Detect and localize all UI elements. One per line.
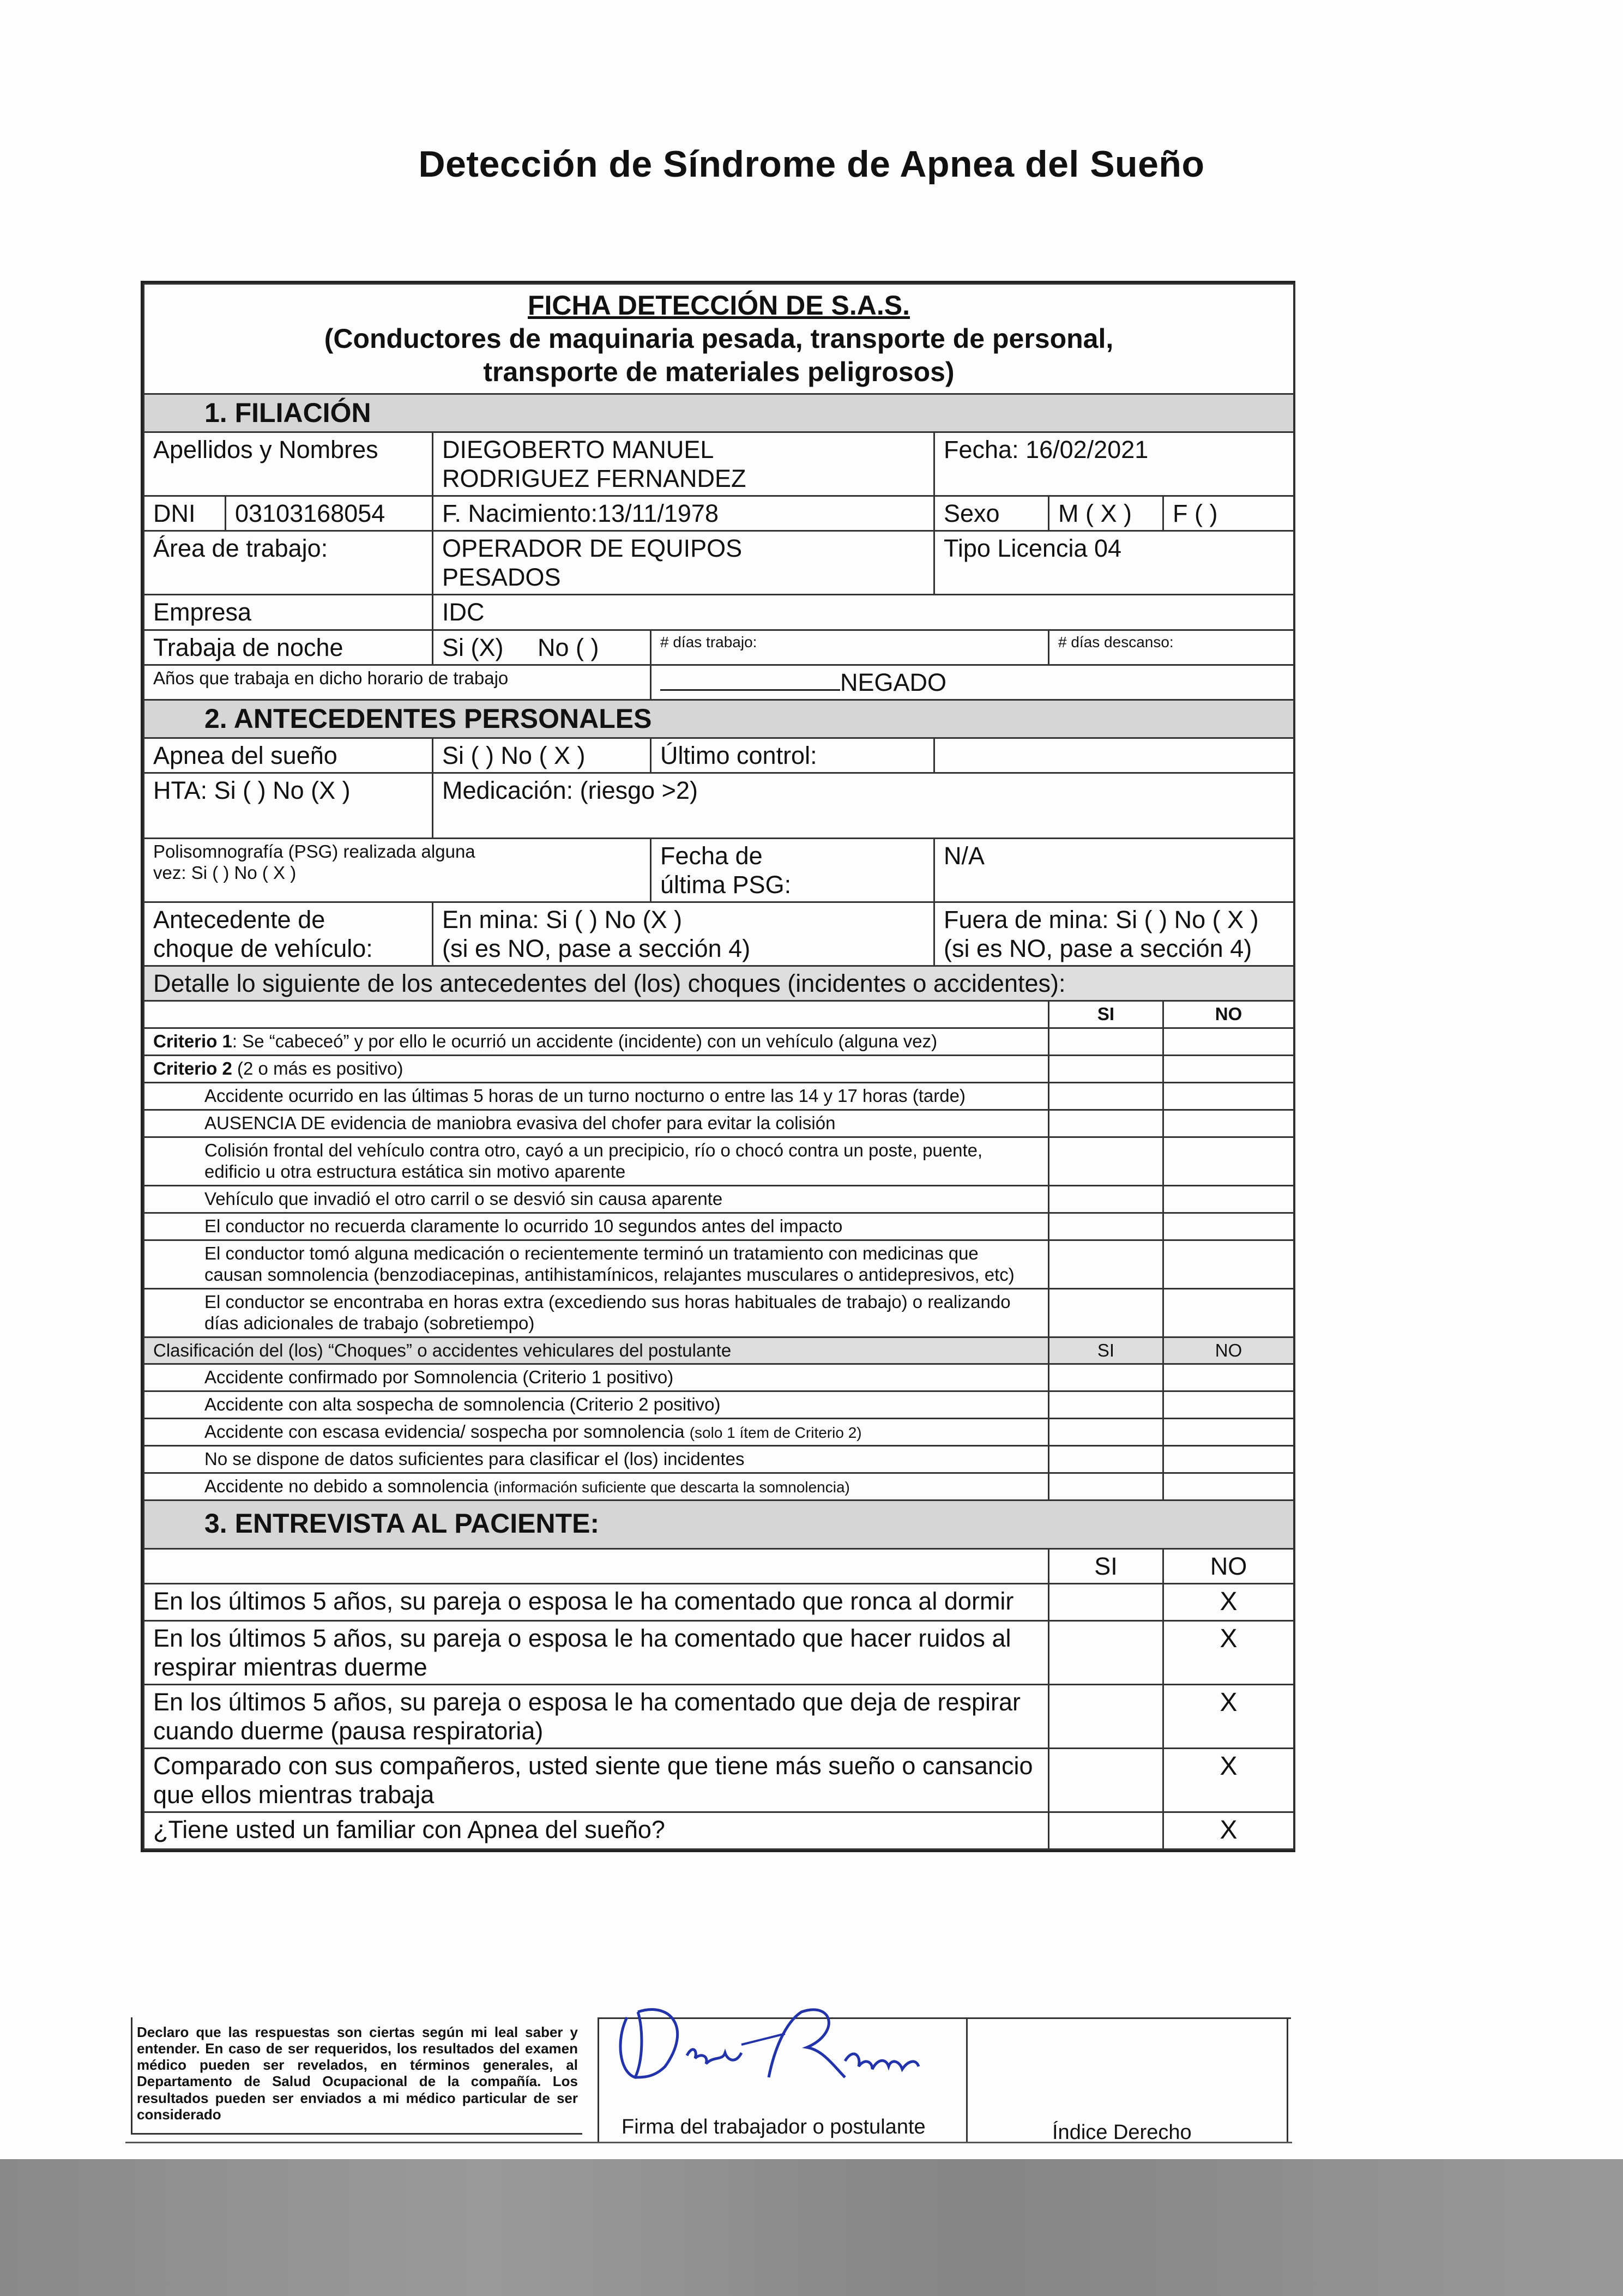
- criterio-item-no: [1163, 1288, 1294, 1337]
- noche-options: [433, 630, 651, 665]
- clasificacion-item-text: No se dispone de datos suficientes para clasificar el (los) incidentes: [204, 1449, 745, 1469]
- criteria-si-header: SI: [1049, 1001, 1163, 1028]
- en-mina-field: [433, 902, 934, 966]
- clasificacion-item-note: (información suficiente que descarta la somnolencia): [493, 1479, 850, 1496]
- criterio-item-no: [1163, 1110, 1294, 1137]
- criterio-item-si: [1049, 1288, 1163, 1337]
- area-value: [433, 531, 934, 595]
- form-header-title: FICHA DETECCIÓN DE S.A.S.: [528, 290, 910, 321]
- criterio-item: Accidente ocurrido en las últimas 5 horas de un turno nocturno o entre las 14 y 17 horas (tarde): [144, 1083, 1049, 1110]
- clasificacion-item-no: [1163, 1364, 1294, 1391]
- entrevista-answer-si: [1049, 1584, 1163, 1621]
- ultimo-control-value: [934, 738, 1294, 773]
- empresa-label: Empresa: [144, 595, 433, 630]
- entrevista-question: En los últimos 5 años, su pareja o esposa le ha comentado que ronca al dormir: [144, 1584, 1049, 1621]
- signature-image: [605, 1996, 987, 2105]
- apnea-value: Si ( ) No ( X ): [433, 738, 651, 773]
- apnea-label: Apnea del sueño: [144, 738, 433, 773]
- noche-si: Si (X): [442, 633, 504, 661]
- nacimiento-field: F. Nacimiento:13/11/1978: [433, 496, 934, 531]
- criterio-item: El conductor se encontraba en horas extra (excediendo sus horas habituales de trabajo) o realizando días adicionales de trabajo (sobretiempo): [144, 1288, 1049, 1337]
- criterio-1-row: [144, 1028, 1049, 1056]
- clasificacion-item: [144, 1473, 1049, 1500]
- criterio-item-si: [1049, 1137, 1163, 1186]
- anios-value: [651, 665, 1294, 700]
- clasificacion-item-no: [1163, 1446, 1294, 1473]
- clasificacion-item: [144, 1391, 1049, 1419]
- detalle-choques: Detalle lo siguiente de los antecedentes del (los) choques (incidentes o accidentes):: [144, 966, 1294, 1001]
- entrevista-answer-no: X: [1163, 1620, 1294, 1684]
- choque-label-line2: choque de vehículo:: [153, 935, 373, 963]
- fuera-mina-line2: (si es NO, pase a sección 4): [944, 935, 1252, 963]
- entrevista-answer-si: [1049, 1685, 1163, 1749]
- clasificacion-item-text: Accidente con alta sospecha de somnolencia (Criterio 2 positivo): [204, 1394, 721, 1415]
- signature-divider: [1287, 2017, 1288, 2143]
- hta-field: HTA: Si ( ) No (X ): [144, 773, 433, 838]
- entrevista-answer-no: X: [1163, 1685, 1294, 1749]
- criterio-item: Vehículo que invadió el otro carril o se desvió sin causa aparente: [144, 1185, 1049, 1213]
- dias-descanso: # días descanso:: [1049, 630, 1294, 665]
- form-header-line3: transporte de materiales peligrosos): [483, 357, 955, 387]
- fecha-psg-label: [651, 838, 934, 902]
- entrevista-answer-no: X: [1163, 1812, 1294, 1849]
- entrevista-answer-si: [1049, 1620, 1163, 1684]
- entrevista-no-header: NO: [1163, 1549, 1294, 1584]
- clasificacion-item-no: [1163, 1391, 1294, 1419]
- anios-label: Años que trabaja en dicho horario de trabajo: [144, 665, 651, 700]
- clasificacion-item-si: [1049, 1364, 1163, 1391]
- clasificacion-item-si: [1049, 1446, 1163, 1473]
- noche-label: Trabaja de noche: [144, 630, 433, 665]
- nombres-value-line2: RODRIGUEZ FERNANDEZ: [442, 465, 746, 493]
- section-entrevista-title: 3. ENTREVISTA AL PACIENTE:: [144, 1500, 1294, 1549]
- criterio-1-label: Criterio 1: [153, 1031, 232, 1052]
- entrevista-answer-no: X: [1163, 1584, 1294, 1621]
- nombres-value: [433, 432, 934, 496]
- nombres-label: Apellidos y Nombres: [144, 432, 433, 496]
- en-mina-line1: En mina: Si ( ) No (X ): [442, 906, 683, 934]
- noche-no: No ( ): [538, 633, 599, 661]
- indice-label: Índice Derecho: [1052, 2121, 1192, 2144]
- criterio-2-text: (2 o más es positivo): [232, 1058, 403, 1079]
- form-header: [144, 284, 1294, 394]
- criterio-1-text: : Se “cabeceó” y por ello le ocurrió un accidente (incidente) con un vehículo (alguna vez): [232, 1031, 938, 1052]
- clasificacion-item-text: Accidente con escasa evidencia/ sospecha por somnolencia: [204, 1421, 690, 1442]
- sas-form: [141, 281, 1295, 1852]
- psg-line2: vez: Si ( ) No ( X ): [153, 862, 297, 883]
- fecha-psg-value: N/A: [934, 838, 1294, 902]
- criterio-item-no: [1163, 1240, 1294, 1288]
- fecha-psg-line1: Fecha de: [660, 841, 763, 870]
- clasificacion-item-no: [1163, 1419, 1294, 1446]
- psg-field: [144, 838, 651, 902]
- licencia-field: Tipo Licencia 04: [934, 531, 1294, 595]
- criteria-header-blank: [144, 1001, 1049, 1028]
- clasificacion-item: [144, 1446, 1049, 1473]
- empresa-value: IDC: [433, 595, 1294, 630]
- dni-label: DNI: [144, 496, 226, 531]
- clasificacion-item-note: (solo 1 ítem de Criterio 2): [689, 1424, 862, 1442]
- entrevista-header-blank: [144, 1549, 1049, 1584]
- criterio-item: El conductor no recuerda claramente lo ocurrido 10 segundos antes del impacto: [144, 1213, 1049, 1240]
- criterio-item-si: [1049, 1213, 1163, 1240]
- criterio-1-si: [1049, 1028, 1163, 1056]
- criterio-item: El conductor tomó alguna medicación o recientemente terminó un tratamiento con medicinas que causan somnolencia (benzodiacepinas, antihistamínicos, relajantes musculares o antidepresivos, etc): [144, 1240, 1049, 1288]
- entrevista-question: ¿Tiene usted un familiar con Apnea del sueño?: [144, 1812, 1049, 1849]
- clasificacion-item-si: [1049, 1391, 1163, 1419]
- section-antecedentes-title: 2. ANTECEDENTES PERSONALES: [144, 700, 1294, 738]
- criterio-2-row: [144, 1056, 1049, 1083]
- criterio-2-no: [1163, 1056, 1294, 1083]
- clasificacion-header: Clasificación del (los) “Choques” o accidentes vehiculares del postulante: [144, 1337, 1049, 1364]
- page-title: Detección de Síndrome de Apnea del Sueño: [418, 143, 1205, 185]
- medicacion-field: Medicación: (riesgo >2): [433, 773, 1294, 838]
- criterio-item-no: [1163, 1185, 1294, 1213]
- clasificacion-item: [144, 1419, 1049, 1446]
- choque-label: [144, 902, 433, 966]
- dias-trabajo: # días trabajo:: [651, 630, 1049, 665]
- psg-line1: Polisomnografía (PSG) realizada alguna: [153, 841, 475, 861]
- criterio-item: AUSENCIA DE evidencia de maniobra evasiva del chofer para evitar la colisión: [144, 1110, 1049, 1137]
- criterio-item-si: [1049, 1185, 1163, 1213]
- clasificacion-item-text: Accidente no debido a somnolencia: [204, 1476, 494, 1497]
- clasificacion-item-no: [1163, 1473, 1294, 1500]
- criterio-item-si: [1049, 1240, 1163, 1288]
- ultimo-control-label: Último control:: [651, 738, 934, 773]
- area-value-line1: OPERADOR DE EQUIPOS: [442, 534, 743, 563]
- clasificacion-item-si: [1049, 1473, 1163, 1500]
- en-mina-line2: (si es NO, pase a sección 4): [442, 935, 751, 963]
- entrevista-answer-no: X: [1163, 1749, 1294, 1812]
- criterio-item-si: [1049, 1083, 1163, 1110]
- clasificacion-item-si: [1049, 1419, 1163, 1446]
- nombres-value-line1: DIEGOBERTO MANUEL: [442, 436, 714, 463]
- entrevista-question: Comparado con sus compañeros, usted siente que tiene más sueño o cansancio que ellos mientras trabaja: [144, 1749, 1049, 1812]
- entrevista-si-header: SI: [1049, 1549, 1163, 1584]
- clasificacion-si-header: SI: [1049, 1337, 1163, 1364]
- fuera-mina-line1: Fuera de mina: Si ( ) No ( X ): [944, 906, 1259, 934]
- clasificacion-item: [144, 1364, 1049, 1391]
- scan-bottom-strip: [0, 2159, 1623, 2296]
- criterio-item-no: [1163, 1137, 1294, 1186]
- anios-value-text: NEGADO: [840, 668, 947, 696]
- criterio-2-label: Criterio 2: [153, 1058, 232, 1079]
- sexo-f: F ( ): [1163, 496, 1294, 531]
- signature-divider: [598, 2017, 599, 2143]
- entrevista-question: En los últimos 5 años, su pareja o esposa le ha comentado que deja de respirar cuando duerme (pausa respiratoria): [144, 1685, 1049, 1749]
- entrevista-answer-si: [1049, 1749, 1163, 1812]
- entrevista-question: En los últimos 5 años, su pareja o esposa le ha comentado que hacer ruidos al respirar mientras duerme: [144, 1620, 1049, 1684]
- choque-label-line1: Antecedente de: [153, 906, 325, 934]
- fecha-psg-line2: última PSG:: [660, 870, 792, 899]
- criteria-no-header: NO: [1163, 1001, 1294, 1028]
- dni-value: 03103168054: [226, 496, 433, 531]
- section-filiacion-title: 1. FILIACIÓN: [144, 394, 1294, 432]
- criterio-item-no: [1163, 1083, 1294, 1110]
- form-header-line2: (Conductores de maquinaria pesada, transporte de personal,: [324, 323, 1114, 354]
- fuera-mina-field: [934, 902, 1294, 966]
- sexo-m: M ( X ): [1049, 496, 1163, 531]
- criterio-2-si: [1049, 1056, 1163, 1083]
- criterio-item-si: [1049, 1110, 1163, 1137]
- anios-underline: [660, 673, 840, 691]
- fecha-field: Fecha: 16/02/2021: [934, 432, 1294, 496]
- clasificacion-no-header: NO: [1163, 1337, 1294, 1364]
- criterio-1-no: [1163, 1028, 1294, 1056]
- criterio-item: Colisión frontal del vehículo contra otro, cayó a un precipicio, río o chocó contra un poste, puente, edificio u otra estructura estática sin motivo aparente: [144, 1137, 1049, 1186]
- area-value-line2: PESADOS: [442, 563, 561, 592]
- firma-label: Firma del trabajador o postulante: [622, 2116, 926, 2138]
- area-label: Área de trabajo:: [144, 531, 433, 595]
- declaracion-text: Declaro que las respuestas son ciertas según mi leal saber y entender. En caso de ser requeridos, los resultados del examen médico pueden ser revelados, en términos generales, al Departamento de Salud Ocupacional de la compañía. Los resultados pueden ser enviados a mi médico particular de ser considerado: [131, 2017, 582, 2135]
- criterio-item-no: [1163, 1213, 1294, 1240]
- sexo-label: Sexo: [934, 496, 1049, 531]
- clasificacion-item-text: Accidente confirmado por Somnolencia (Criterio 1 positivo): [204, 1367, 674, 1388]
- entrevista-answer-si: [1049, 1812, 1163, 1849]
